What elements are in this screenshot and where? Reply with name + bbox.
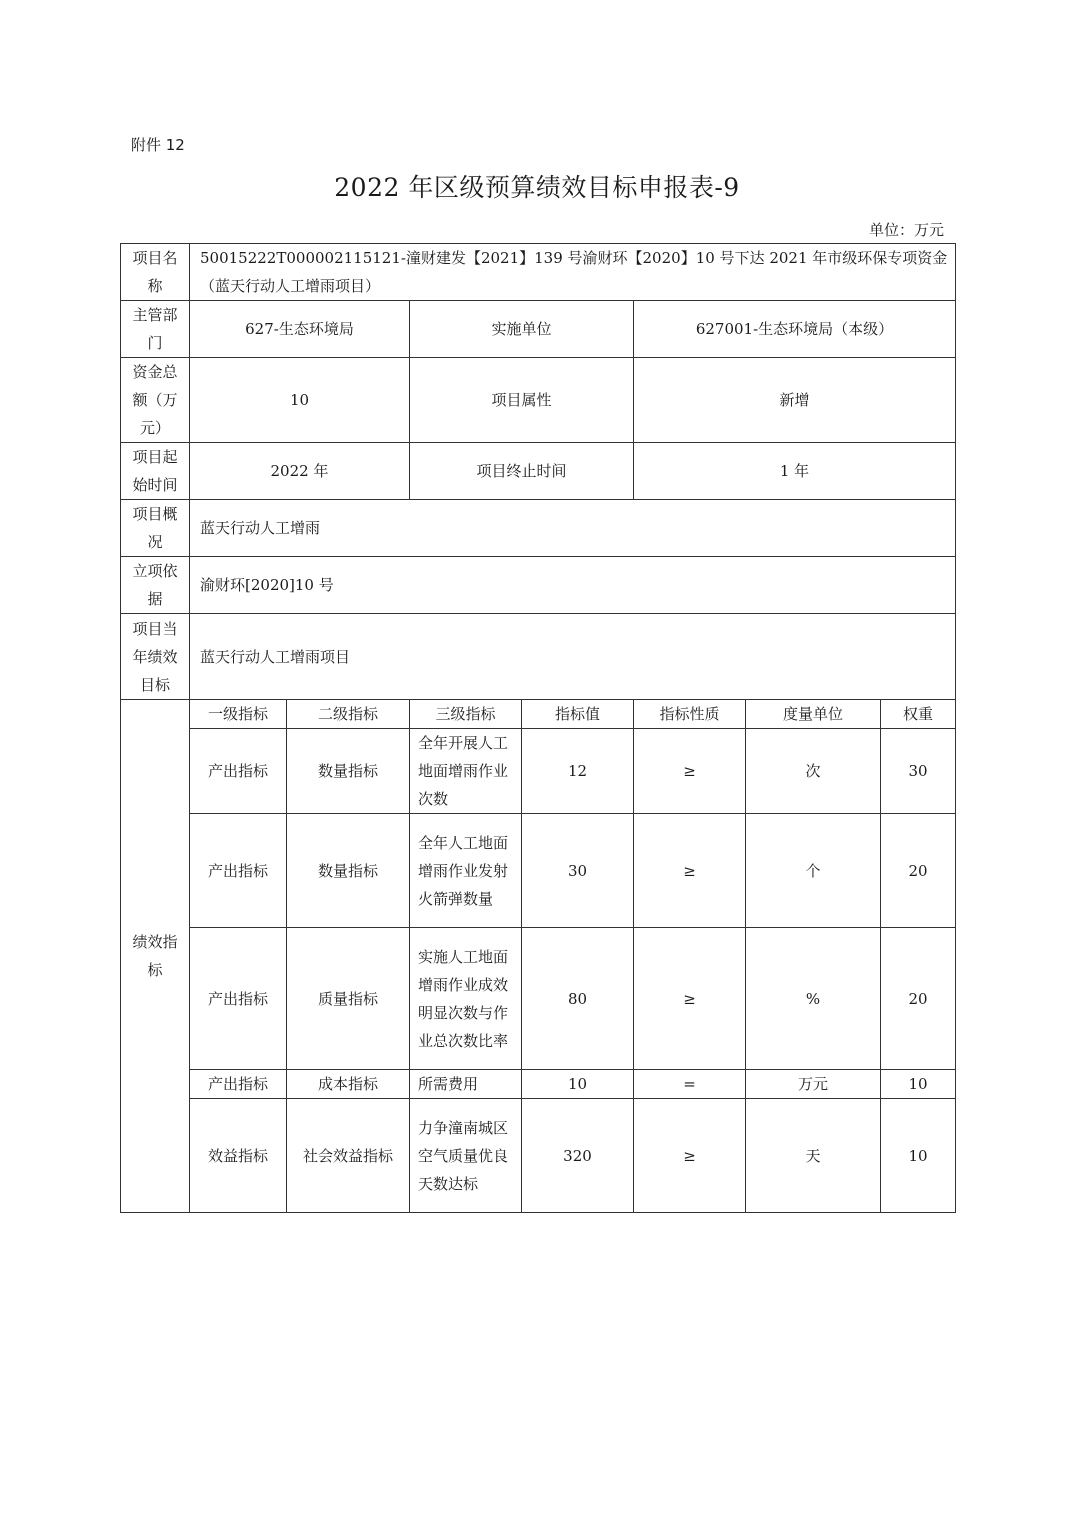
project-name-label: 项目名称 [121, 244, 190, 301]
row-level3: 力争潼南城区空气质量优良天数达标 [410, 1099, 522, 1213]
row-value: 80 [522, 928, 634, 1070]
row-nature: ≥ [634, 1099, 746, 1213]
row-level3: 全年开展人工地面增雨作业次数 [410, 729, 522, 814]
row-weight: 20 [881, 814, 956, 928]
header-unit: 度量单位 [746, 700, 881, 729]
row-level2: 质量指标 [287, 928, 410, 1070]
start-value: 2022 年 [190, 443, 410, 500]
indicator-header-row [121, 700, 956, 729]
basis-value: 渝财环[2020]10 号 [190, 557, 956, 614]
header-value: 指标值 [522, 700, 634, 729]
attr-value: 新增 [634, 358, 956, 443]
row-level2: 成本指标 [287, 1070, 410, 1099]
row-unit: 次 [746, 729, 881, 814]
header-level3: 三级指标 [410, 700, 522, 729]
goal-value: 蓝天行动人工增雨项目 [190, 614, 956, 700]
row-level2: 社会效益指标 [287, 1099, 410, 1213]
row-weight: 10 [881, 1099, 956, 1213]
start-label: 项目起始时间 [121, 443, 190, 500]
table-row [121, 729, 956, 814]
funds-value: 10 [190, 358, 410, 443]
funds-label: 资金总额（万元） [121, 358, 190, 443]
dept-value: 627-生态环境局 [190, 301, 410, 358]
overview-row [121, 500, 956, 557]
header-nature: 指标性质 [634, 700, 746, 729]
row-value: 30 [522, 814, 634, 928]
project-name-value: 50015222T000002115121-潼财建发【2021】139 号渝财环【2020】10 号下达 2021 年市级环保专项资金（蓝天行动人工增雨项目） [190, 244, 956, 301]
overview-value: 蓝天行动人工增雨 [190, 500, 956, 557]
table-row [121, 814, 956, 928]
row-unit: 万元 [746, 1070, 881, 1099]
dept-label: 主管部门 [121, 301, 190, 358]
header-level2: 二级指标 [287, 700, 410, 729]
row-level1: 产出指标 [190, 729, 287, 814]
row-weight: 10 [881, 1070, 956, 1099]
row-level2: 数量指标 [287, 729, 410, 814]
row-unit: 天 [746, 1099, 881, 1213]
goal-label: 项目当年绩效目标 [121, 614, 190, 700]
impl-label: 实施单位 [410, 301, 634, 358]
row-level1: 效益指标 [190, 1099, 287, 1213]
row-level1: 产出指标 [190, 928, 287, 1070]
budget-performance-table [120, 243, 956, 1213]
row-nature: ≥ [634, 928, 746, 1070]
row-nature: ≥ [634, 729, 746, 814]
project-name-row [121, 244, 956, 301]
end-value: 1 年 [634, 443, 956, 500]
indicators-section-label: 绩效指标 [121, 700, 190, 1213]
end-label: 项目终止时间 [410, 443, 634, 500]
row-level2: 数量指标 [287, 814, 410, 928]
row-value: 12 [522, 729, 634, 814]
goal-row [121, 614, 956, 700]
page-title: 2022 年区级预算绩效目标申报表-9 [334, 173, 740, 202]
row-level1: 产出指标 [190, 1070, 287, 1099]
unit-label: 单位：万元 [868, 221, 944, 239]
table-row [121, 1070, 956, 1099]
overview-label: 项目概况 [121, 500, 190, 557]
row-unit: % [746, 928, 881, 1070]
header-level1: 一级指标 [190, 700, 287, 729]
table-row [121, 928, 956, 1070]
funds-row [121, 358, 956, 443]
attr-label: 项目属性 [410, 358, 634, 443]
row-weight: 20 [881, 928, 956, 1070]
dept-row [121, 301, 956, 358]
row-level1: 产出指标 [190, 814, 287, 928]
basis-label: 立项依据 [121, 557, 190, 614]
table-row [121, 1099, 956, 1213]
row-level3: 所需费用 [410, 1070, 522, 1099]
row-weight: 30 [881, 729, 956, 814]
row-value: 10 [522, 1070, 634, 1099]
row-value: 320 [522, 1099, 634, 1213]
row-level3: 实施人工地面增雨作业成效明显次数与作业总次数比率 [410, 928, 522, 1070]
time-row [121, 443, 956, 500]
row-nature: = [634, 1070, 746, 1099]
row-nature: ≥ [634, 814, 746, 928]
impl-value: 627001-生态环境局（本级） [634, 301, 956, 358]
row-unit: 个 [746, 814, 881, 928]
basis-row [121, 557, 956, 614]
attachment-label: 附件 12 [131, 136, 185, 154]
row-level3: 全年人工地面增雨作业发射火箭弹数量 [410, 814, 522, 928]
header-weight: 权重 [881, 700, 956, 729]
